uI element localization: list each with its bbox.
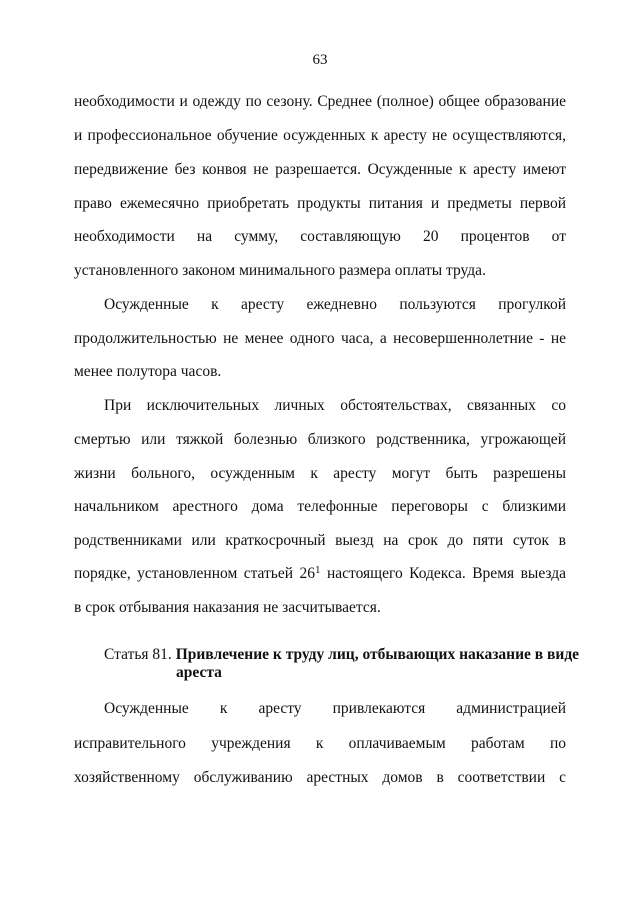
text-line: необходимости и одежду по сезону. Среднее (полное) общее образование: [74, 93, 566, 110]
text-line: установленного законом минимального размера оплаты труда.: [74, 262, 486, 279]
text-line: в срок отбывания наказания не засчитывается.: [74, 599, 381, 616]
text-line: и профессиональное обучение осужденных к аресту не осуществляются,: [74, 127, 566, 144]
text-line: хозяйственному обслуживанию арестных домов в соответствии с: [74, 769, 566, 786]
text-line: жизни больного, осужденным к аресту могут быть разрешены: [74, 465, 566, 482]
text-line: начальником арестного дома телефонные переговоры с близкими: [74, 498, 566, 515]
text-line: передвижение без конвоя не разрешается. Осужденные к аресту имеют: [74, 161, 566, 178]
text-line: необходимости на сумму, составляющую 20 процентов от: [74, 228, 566, 245]
text-line: продолжительностью не менее одного часа, а несовершеннолетние - не: [74, 330, 566, 347]
text-line: исправительного учреждения к оплачиваемым работам по: [74, 735, 566, 752]
article-heading: [104, 646, 579, 664]
text-line: смертью или тяжкой болезнью близкого родственника, угрожающей: [74, 431, 566, 448]
article-title-continuation: ареста: [176, 664, 222, 681]
text-line: Осужденные к аресту ежедневно пользуются прогулкой: [104, 296, 566, 313]
article-title: Привлечение к труду лиц, отбывающих наказание в виде: [175, 646, 580, 663]
superscript: 1: [315, 564, 321, 576]
text-line: право ежемесячно приобретать продукты питания и предметы первой: [74, 195, 566, 212]
text-segment: настоящего Кодекса. Время выезда: [320, 565, 566, 582]
page-number: 63: [312, 52, 328, 68]
text-line-with-superscript: [74, 564, 566, 584]
article-label: Статья 81.: [104, 646, 176, 663]
text-line: менее полутора часов.: [74, 363, 222, 380]
text-segment: порядке, установленном статьей 26: [74, 565, 316, 582]
text-line: родственниками или краткосрочный выезд на срок до пяти суток в: [74, 532, 566, 549]
text-line: При исключительных личных обстоятельствах, связанных со: [104, 397, 566, 414]
text-line: Осужденные к аресту привлекаются администрацией: [104, 700, 566, 717]
